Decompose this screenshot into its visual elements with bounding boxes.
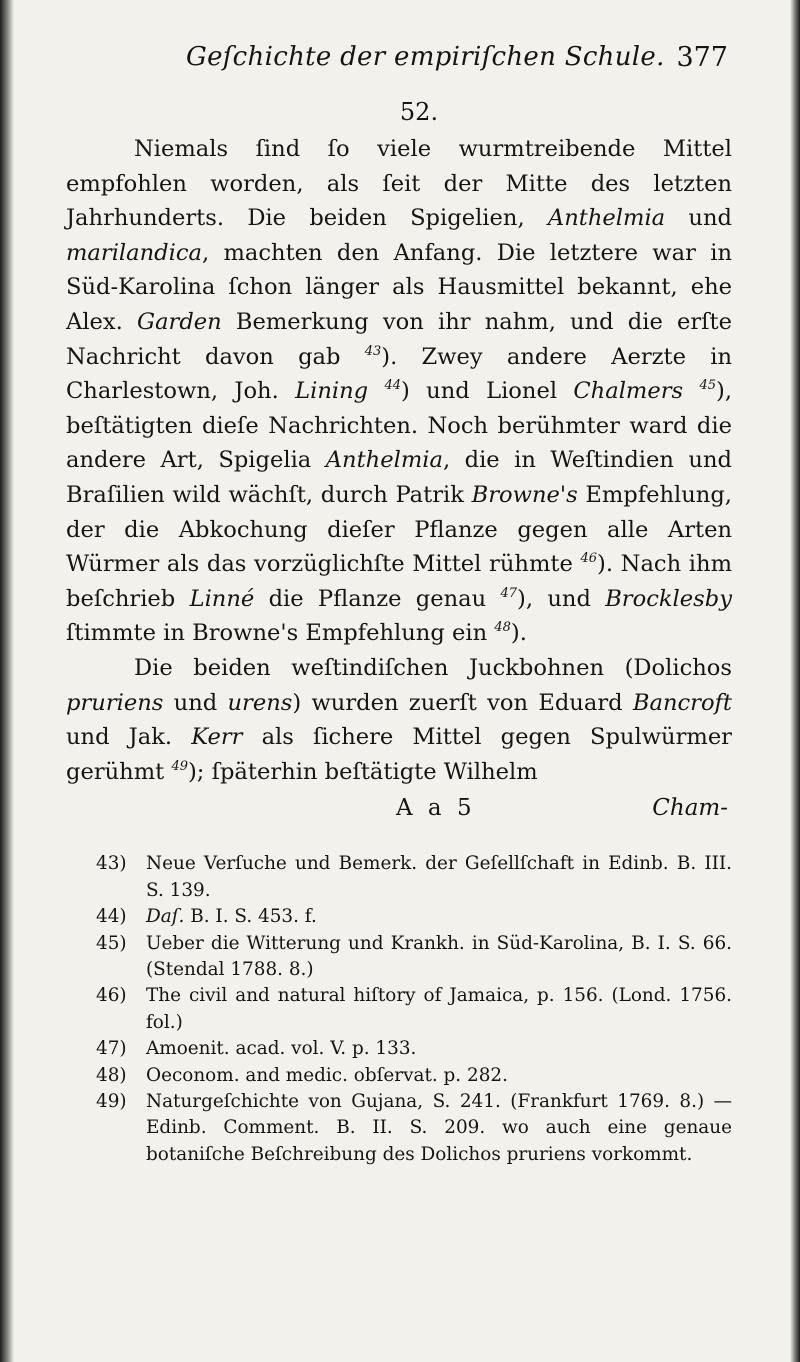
text-run: und	[163, 689, 228, 716]
signature-mark: A a 5	[396, 795, 476, 822]
page-number: 377	[676, 42, 728, 73]
footnote-reference: 44	[384, 378, 402, 394]
footnote-reference: 48	[494, 620, 511, 636]
text-run: Die beiden weſtindiſchen Juckbohnen (Dolichos	[134, 654, 732, 681]
footnote-43	[96, 851, 732, 904]
footnote-text	[146, 1036, 732, 1062]
text-run: die Pflanze genau	[254, 585, 501, 612]
text-run: , die in Weſtindien und Braſilien wild wächſt, durch Patrik	[66, 447, 732, 508]
footnote-48	[96, 1063, 732, 1089]
text-run: ); ſpäterhin beſtätigte Wilhelm	[187, 758, 538, 785]
italic-text: Lining	[295, 378, 369, 405]
text-run: ). Zwey andere Aerzte in Charlestown, Joh.	[66, 343, 732, 405]
footnote-number: 46)	[96, 985, 127, 1007]
footnote-number: 45)	[96, 932, 127, 954]
footnote-45	[96, 931, 732, 984]
italic-text: Brocklesby	[605, 585, 732, 612]
text-run: Empfehlung, der die Abkochung dieſer Pflanze gegen alle Arten Würmer als das vorzüglichſte Mittel rühmte	[66, 481, 732, 578]
paragraph-2	[66, 651, 732, 789]
footnote-reference: 43	[364, 343, 382, 359]
text-run: ). Nach ihm beſchrieb	[66, 551, 732, 612]
text-run: B. I. S. 453. f.	[184, 906, 317, 928]
text-run: Niemals ſind ſo viele wurmtreibende Mittel empfohlen worden, als ſeit der Mitte des letzten Jahrhunderts. Die beiden Spigelien,	[66, 136, 732, 232]
running-title: Geſchichte der empiriſchen Schule.	[186, 42, 665, 72]
text-run: The civil and natural hiſtory of Jamaica, p. 156. (Lond. 1756. fol.)	[146, 985, 732, 1033]
footnote-number: 47)	[96, 1038, 127, 1060]
italic-text: Chalmers	[573, 378, 684, 405]
text-run: ſtimmte in Browne's Empfehlung ein	[66, 620, 495, 647]
footnote-text	[146, 1089, 732, 1168]
text-run: , machten den Anfang. Die letztere war in Süd-Karolina ſchon länger als Hausmittel bekannt, ehe Alex.	[66, 239, 732, 335]
italic-text: Browne's	[471, 481, 578, 508]
section-number: 52.	[399, 98, 439, 126]
catchword: Cham-	[652, 795, 728, 822]
footnote-text	[146, 904, 732, 930]
book-page	[66, 38, 732, 1168]
main-text	[66, 132, 732, 789]
footnote-47	[96, 1036, 732, 1062]
text-run	[683, 378, 699, 404]
italic-text: marilandica	[66, 239, 202, 266]
italic-text: Kerr	[191, 724, 243, 751]
italic-text: Bancroft	[632, 689, 732, 716]
text-run: ), beſtätigten dieſe Nachrichten. Noch berühmter ward die andere Art, Spigelia	[66, 378, 733, 474]
italic-text: Garden	[137, 308, 222, 335]
scan-right-edge	[790, 0, 800, 1362]
signature-line	[66, 793, 732, 833]
page-header	[66, 38, 732, 90]
italic-text: Linné	[189, 585, 255, 612]
paragraph-1	[66, 132, 732, 651]
text-run: ) wurden zuerſt von Eduard	[292, 689, 633, 716]
footnote-number: 44)	[96, 906, 127, 928]
text-run: Bemerkung von ihr nahm, und die erſte Nachricht davon gab	[66, 308, 732, 370]
footnote-reference: 47	[500, 585, 518, 601]
text-run	[368, 378, 384, 404]
footnote-number: 43)	[96, 853, 127, 875]
footnote-text	[146, 983, 732, 1036]
footnote-text	[146, 851, 732, 904]
footnote-reference: 45	[699, 378, 717, 394]
footnote-text	[146, 931, 732, 984]
italic-text: urens	[227, 689, 293, 716]
text-run: Ueber die Witterung und Krankh. in Süd-Karolina, B. I. S. 66. (Stendal 1788. 8.)	[146, 932, 732, 980]
text-run: ).	[510, 620, 527, 647]
italic-text: Anthelmia	[325, 447, 443, 474]
text-run: ), und	[517, 585, 606, 612]
footnote-44	[96, 904, 732, 930]
footnote-46	[96, 983, 732, 1036]
text-run: und	[665, 205, 733, 232]
footnote-49	[96, 1089, 732, 1168]
text-run: Neue Verſuche und Bemerk. der Geſellſchaft in Edinb. B. III. S. 139.	[146, 853, 732, 901]
italic-text: Daſ.	[146, 906, 185, 928]
scan-left-edge	[0, 0, 14, 1362]
footnote-number: 49)	[96, 1090, 127, 1112]
footnote-text	[146, 1063, 732, 1089]
footnote-reference: 49	[171, 758, 188, 774]
text-run: Amoenit. acad. vol. V. p. 133.	[146, 1038, 417, 1060]
text-run: als ſichere Mittel gegen Spulwürmer gerühmt	[66, 724, 732, 785]
text-run: Naturgeſchichte von Gujana, S. 241. (Frankfurt 1769. 8.) — Edinb. Comment. B. II. S. 209. wo auch eine genaue botaniſche Beſchreibung des Dolichos pruriens vorkommt.	[146, 1090, 732, 1165]
text-run: und Jak.	[66, 724, 192, 751]
footnotes	[66, 851, 732, 1168]
text-run: ) und Lionel	[401, 378, 574, 405]
italic-text: pruriens	[66, 689, 164, 716]
footnote-number: 48)	[96, 1064, 127, 1086]
text-run: Oeconom. and medic. obſervat. p. 282.	[146, 1064, 508, 1086]
footnote-reference: 46	[580, 551, 598, 567]
italic-text: Anthelmia	[547, 205, 666, 232]
